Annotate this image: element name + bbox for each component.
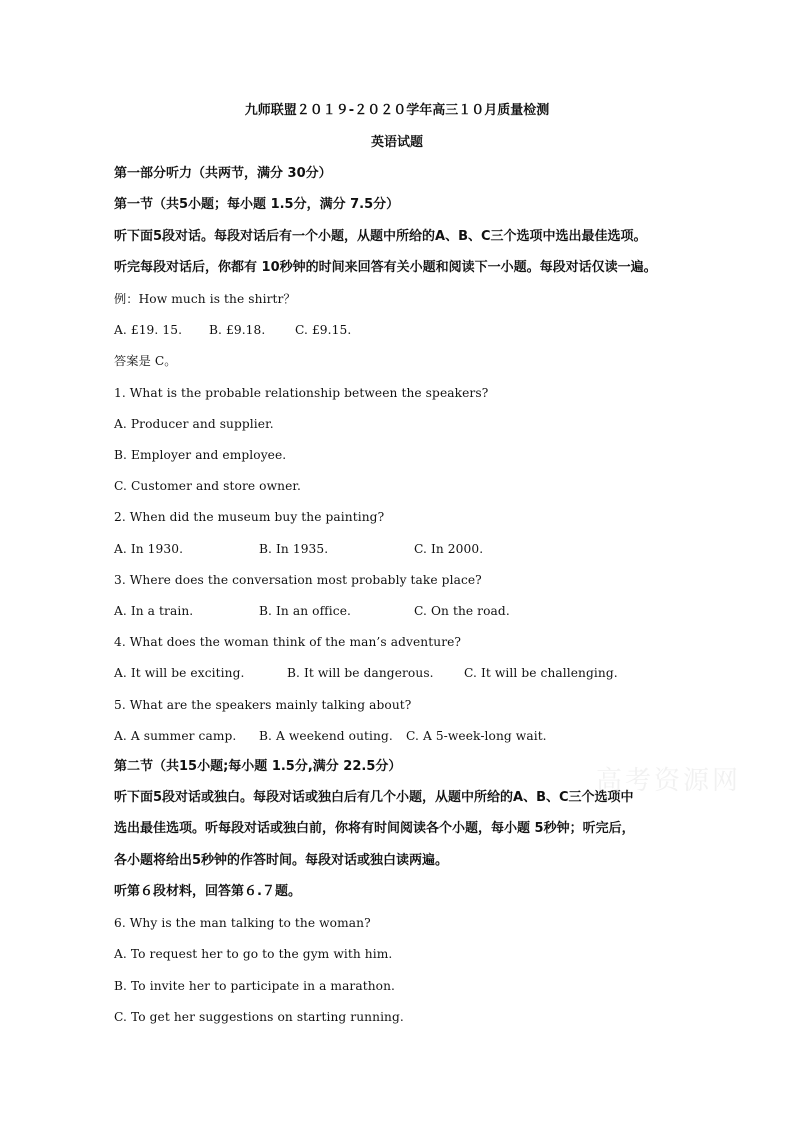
question-stem: 4. What does the woman think of the man’s adventure?	[114, 635, 462, 649]
section2-instruction-1: 听下面5段对话或独白。每段对话或独白后有几个小题，从题中所给的A、B、C三个选项中	[114, 790, 634, 805]
part1-heading: 第一部分听力（共两节，满分 30分）	[114, 166, 332, 181]
exam-subject: 英语试题	[370, 135, 423, 150]
question-option: B. A weekend outing.	[259, 729, 393, 743]
watermark: 高考资源网	[596, 766, 742, 796]
section1-instruction-2: 听完每段对话后，你都有 10秒钟的时间来回答有关小题和阅读下一小题。每段对话仅读一遍。	[114, 260, 657, 275]
question-option: C. It will be challenging.	[464, 666, 618, 680]
question-stem: 5. What are the speakers mainly talking about?	[114, 698, 412, 712]
question-options-row	[114, 601, 510, 621]
question-option: A. It will be exciting.	[114, 666, 245, 680]
question-stem: 3. Where does the conversation most probably take place?	[114, 573, 482, 587]
question-option: A. In 1930.	[114, 542, 184, 556]
question-option: B. It will be dangerous.	[287, 666, 434, 680]
question-option: A. A summer camp.	[114, 729, 237, 743]
question-option: C. A 5-week-long wait.	[406, 729, 547, 743]
question-option: B. To invite her to participate in a marathon.	[114, 979, 396, 993]
example-question: 例：How much is the shirtr？	[114, 292, 296, 306]
question-option: C. On the road.	[414, 604, 510, 618]
question-option: C. In 2000.	[414, 542, 484, 556]
example-option-b: B. £9.18.	[209, 323, 266, 337]
example-option-c: C. £9.15.	[295, 323, 352, 337]
section2-instruction-2: 选出最佳选项。听每段对话或独白前，你将有时间阅读各个小题，每小题 5秒钟；听完后，	[114, 821, 635, 836]
section2-instruction-3: 各小题将给出5秒钟的作答时间。每段对话或独白读两遍。	[114, 853, 449, 868]
question-stem: 2. When did the museum buy the painting?	[114, 510, 385, 524]
material-note: 听第６段材料，回答第６.７题。	[114, 884, 301, 899]
section2-heading: 第二节（共15小题;每小题 1.5分,满分 22.5分）	[114, 759, 402, 774]
question-option: B. Employer and employee.	[114, 448, 287, 462]
question-option: B. In 1935.	[259, 542, 329, 556]
question-stem: 6. Why is the man talking to the woman?	[114, 916, 371, 930]
section1-heading: 第一节（共5小题；每小题 1.5分，满分 7.5分）	[114, 197, 400, 212]
example-options	[114, 320, 351, 340]
exam-title: 九师联盟２０１９-２０２０学年高三１０月质量检测	[244, 103, 550, 118]
question-option: B. In an office.	[259, 604, 352, 618]
section1-instruction-1: 听下面5段对话。每段对话后有一个小题，从题中所给的A、B、C三个选项中选出最佳选项。	[114, 229, 647, 244]
example-option-a: A. £19. 15.	[114, 323, 183, 337]
example-answer: 答案是 C。	[114, 354, 177, 368]
question-option: A. Producer and supplier.	[114, 417, 274, 431]
question-options-row	[114, 663, 618, 683]
question-option: A. To request her to go to the gym with him.	[114, 947, 393, 961]
question-option: A. In a train.	[114, 604, 194, 618]
question-option: C. Customer and store owner.	[114, 479, 301, 493]
question-option: C. To get her suggestions on starting running.	[114, 1010, 404, 1024]
question-options-row	[114, 539, 483, 559]
question-stem: 1. What is the probable relationship between the speakers?	[114, 386, 489, 400]
question-options-row	[114, 726, 547, 746]
